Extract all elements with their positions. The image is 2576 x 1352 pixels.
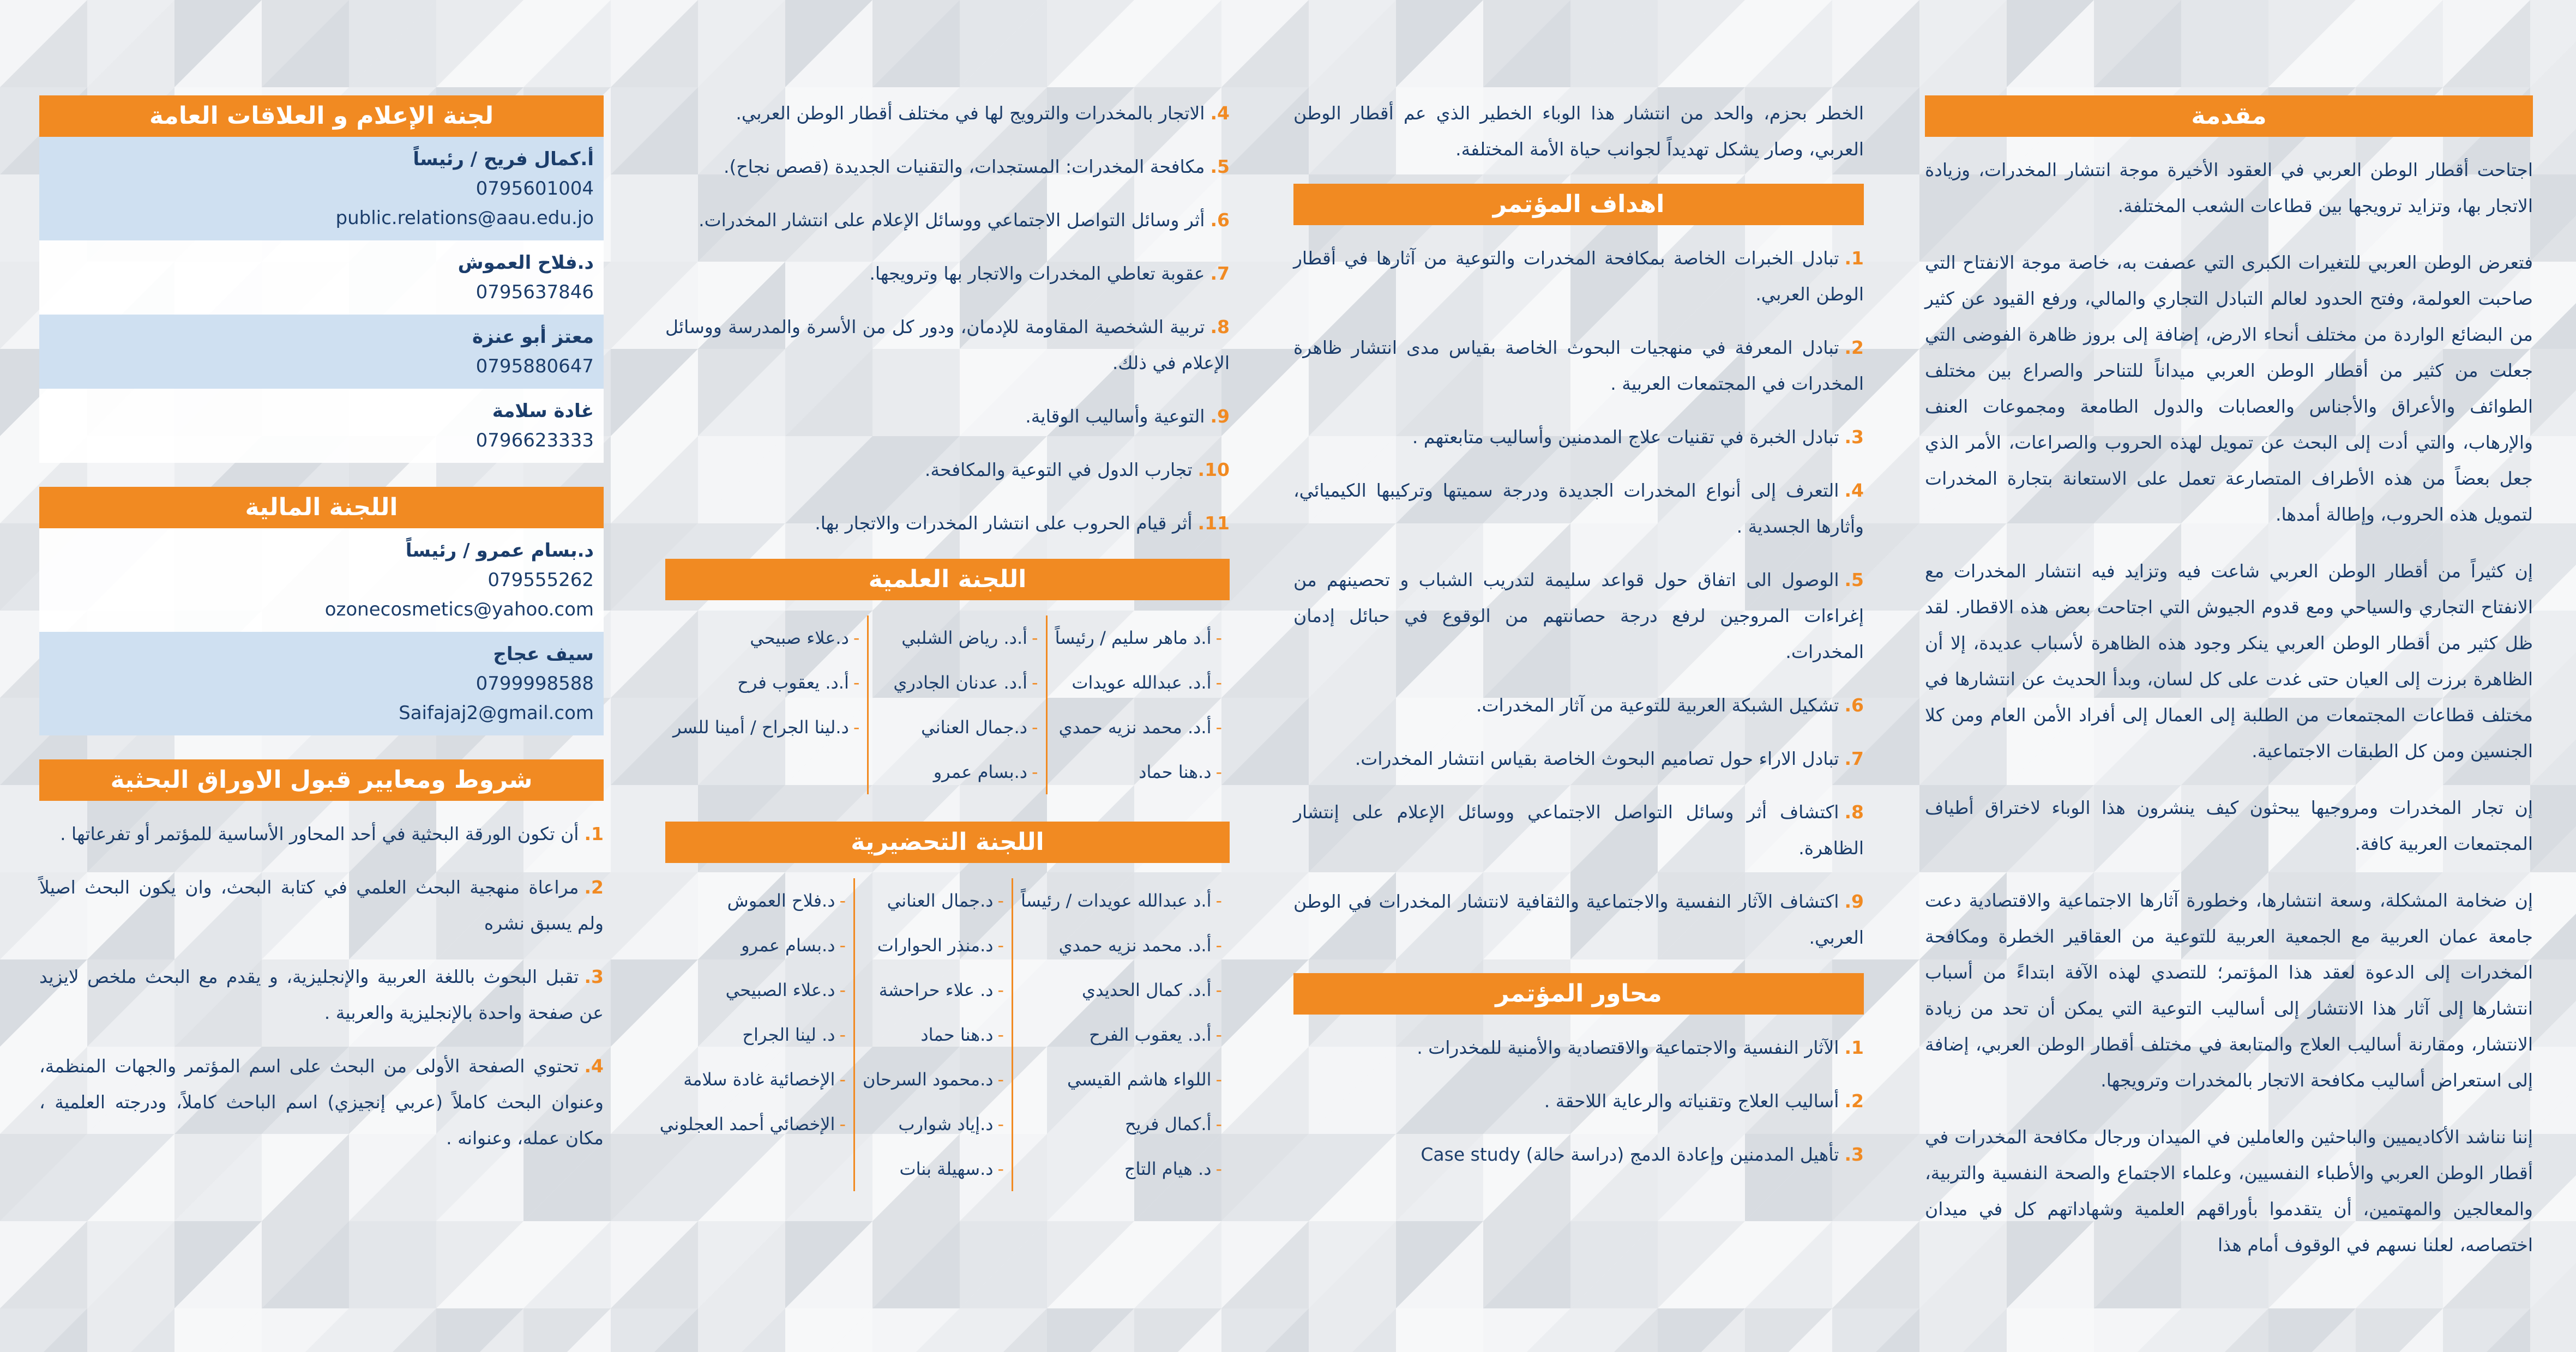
item-number: 2. [1844, 1090, 1864, 1112]
committee-member: -اللواء هاشم القيسي [1067, 1069, 1222, 1090]
bullet-dash: - [1032, 762, 1038, 782]
scientific-committee-members [665, 615, 1230, 794]
committee-member: -الإخصائي أحمد العجلوني [659, 1114, 846, 1134]
committee-member: -د.بسام عمرو [933, 762, 1038, 782]
bullet-dash: - [997, 1158, 1004, 1179]
committee-member: -د.هنا حماد [1139, 762, 1222, 782]
committee-member: -د. هيام التاج [1124, 1158, 1222, 1179]
bullet-dash: - [1215, 980, 1222, 1000]
bullet-dash: - [997, 890, 1004, 911]
objective-item [1293, 687, 1864, 723]
axis-item [665, 399, 1230, 434]
contact-name: سيف عجاج [493, 643, 594, 665]
item-number: 7. [1844, 748, 1864, 769]
bullet-dash: - [1215, 1114, 1222, 1134]
bullet-dash: - [997, 935, 1004, 956]
item-text: عقوبة تعاطي المخدرات والاتجار بها وترويجها. [869, 263, 1205, 284]
bullet-dash: - [997, 1024, 1004, 1045]
item-number: 8. [1844, 801, 1864, 823]
item-number: 1. [1844, 248, 1864, 269]
contact-email[interactable]: public.relations@aau.edu.jo [335, 207, 594, 229]
committee-member: -د.منذر الحوارات [877, 935, 1004, 956]
preparatory-committee-members [659, 878, 1230, 1191]
objective-item [1293, 419, 1864, 455]
objective-item [1293, 562, 1864, 670]
item-number: 10. [1197, 459, 1230, 480]
intro-paragraph: اجتاحت أقطار الوطن العربي في العقود الأخيرة موجة انتشار المخدرات، وزيادة الاتجار بها، وتزايد ترويجها بين قطاعات الشعب المختلفة. [1925, 159, 2533, 216]
bullet-dash: - [1215, 1069, 1222, 1090]
item-text: اكتشاف الآثار النفسية والاجتماعية والثقافية لانتشار المخدرات في الوطن العربي. [1293, 891, 1864, 948]
intro-paragraph: إن كثيراً من أقطار الوطن العربي شاعت فيه وتزايد فيه انتشار المخدرات مع الانفتاح التجاري والسياحي ومع قدوم الجيوش التي اجتاحت بعض هذه الاقطار. لقد ظل كثير من أقطار الوطن العربي ينكر وجود هذه الظاهرة لأسباب عديدة، إلا أن الظاهرة برزت إلى العيان حتى غدت على كل لسان، وبدأ الحديث عن انتشارها في مختلف قطاعات المجتمعات من الطلبة إلى العمال إلى أفراد الأمن العام ومن كلا الجنسين ومن كل الطبقات الاجتماعية. [1925, 560, 2533, 762]
contact-card [39, 389, 604, 463]
committee-member: -أ.د ماهر سليم / رئيساً [1055, 627, 1222, 648]
item-text: تبادل المعرفة في منهجيات البحوث الخاصة بقياس مدى انتشار ظاهرة المخدرات في المجتمعات العربية . [1293, 337, 1864, 394]
item-number: 5. [1844, 569, 1864, 590]
item-number: 4. [1210, 102, 1230, 124]
item-text: التعرف إلى أنواع المخدرات الجديدة ودرجة سميتها وتركيبها الكيميائي، وأثارها الجسدية . [1293, 480, 1864, 537]
intro-paragraph: فتعرض الوطن العربي للتغيرات الكبرى التي عصفت به، خاصة موجة الانفتاح التي صاحبت العولمة، وفتح الحدود لعالم التبادل التجاري والمالي، ورفع القيود عن كثير من البضائع الواردة من مختلف أنحاء الارض، إضافة إلى بروز ظاهرة الفوضى التي جعلت من كثير من أقطار الوطن العربي ميداناً للتناحر والصراع بين مختلف الطوائف والأعراق والأجناس والعصابات والدول الطامعة ومجموعات العنف والإرهاب، والتي أدت إلى البحث عن تمويل لهذه الحروب والصراعات، الأمر الذي جعل بعضاً من هذه الأطراف المتصارعة تعمل على الاستعانة بتجارة المخدرات لتمويل هذه الحروب، وإطالة أمدها. [1925, 252, 2533, 525]
contact-name: غادة سلامة [492, 400, 594, 422]
contact-phone[interactable]: 079555262 [487, 569, 594, 591]
contact-name: د.بسام عمرو / رئيساً [405, 540, 594, 562]
item-number: 1. [1844, 1037, 1864, 1058]
contact-name: د.فلاح العموش [458, 252, 594, 274]
contact-name: معتز أبو عنزة [472, 326, 594, 348]
bullet-dash: - [1215, 935, 1222, 956]
axis-item [1293, 1137, 1864, 1173]
committee-member: -أ.د. محمد نزيه حمدي [1058, 717, 1222, 738]
axes-continued-list [665, 95, 1230, 541]
committee-member: -أ.د. عبدالله عويدات [1072, 672, 1222, 693]
item-text: تربية الشخصية المقاومة للإدمان، ودور كل من الأسرة والمدرسة ووسائل الإعلام في ذلك. [665, 316, 1230, 373]
committee-member: -د.سهيلة بنات [899, 1158, 1004, 1179]
axis-item [665, 505, 1230, 541]
contact-card [39, 632, 604, 735]
intro-paragraph: إن تجار المخدرات ومروجيها يبحثون كيف ينشرون هذا الوباء لاختراق أطياف المجتمعات العربية كافة. [1925, 797, 2533, 854]
objective-item [1293, 741, 1864, 777]
bullet-dash: - [1032, 627, 1038, 648]
bullet-dash: - [1215, 672, 1222, 693]
committee-member: -د.محمود السرحان [862, 1069, 1004, 1090]
item-number: 9. [1210, 406, 1230, 427]
item-text: تبادل الاراء حول تصاميم البحوث الخاصة بقياس انتشار المخدرات. [1355, 748, 1839, 769]
axes-list [1293, 1030, 1864, 1173]
objectives-panel [1293, 95, 1864, 1190]
committee-member: -د.علاء الصبيحي [725, 980, 846, 1000]
axes-title: محاور المؤتمر [1293, 973, 1864, 1015]
committee-member: -أ.د. رياض الشلبي [901, 627, 1038, 648]
committee-member: -د.جمال العناني [887, 890, 1004, 911]
item-number: 9. [1844, 891, 1864, 912]
term-item [39, 870, 604, 941]
intro-panel [1925, 95, 2533, 1284]
bullet-dash: - [853, 627, 860, 648]
committee-member: -د. علاء حراحشة [878, 980, 1004, 1000]
item-text: أثر وسائل التواصل الاجتماعي ووسائل الإعلام على انتشار المخدرات. [699, 209, 1205, 231]
finance-committee-title: اللجنة المالية [39, 487, 604, 528]
bg-triangle [2530, 1308, 2576, 1352]
axis-item [665, 256, 1230, 292]
committee-member: -أ.د. محمد نزيه حمدي [1058, 935, 1222, 956]
objective-item [1293, 884, 1864, 956]
committee-column [869, 615, 1047, 794]
item-number: 4. [1844, 480, 1864, 501]
axis-item [1293, 1083, 1864, 1119]
preparatory-committee-title: اللجنة التحضيرية [665, 822, 1230, 863]
item-number: 3. [1844, 1144, 1864, 1165]
item-number: 6. [1210, 209, 1230, 231]
item-text: تبادل الخبرة في تقنيات علاج المدمنين وأساليب متابعتهم . [1412, 426, 1839, 448]
item-number: 2. [584, 877, 604, 898]
committee-column [652, 878, 855, 1191]
intro-paragraph: إننا نناشد الأكاديميين والباحثين والعاملين في الميدان ورجال مكافحة المخدرات في أقطار الوطن العربي والأطباء النفسيين، وعلماء الاجتماع والصحة النفسية والتربية، والمعالجين والمهتمين، أن يتقدموا بأوراقهم العلمية وشهاداتهم كل في ميدان اختصاصه، لعلنا نسهم في الوقوف أمام هذا [1925, 1126, 2533, 1256]
item-text: اكتشاف أثر وسائل التواصل الاجتماعي ووسائل الإعلام على إنتشار الظاهرة. [1293, 801, 1864, 859]
bullet-dash: - [839, 1069, 846, 1090]
committee-column [1013, 878, 1230, 1191]
contact-phone[interactable]: 0795880647 [476, 355, 594, 377]
item-number: 1. [584, 823, 604, 844]
committee-member: -أ.د. كمال الحديدي [1082, 980, 1222, 1000]
term-item [39, 1048, 604, 1156]
bullet-dash: - [853, 672, 860, 693]
axis-item [665, 202, 1230, 238]
bullet-dash: - [1215, 1024, 1222, 1045]
contact-phone[interactable]: 0795601004 [476, 178, 594, 200]
item-text: تشكيل الشبكة العربية للتوعية من آثار المخدرات. [1476, 695, 1839, 716]
axis-item [665, 452, 1230, 488]
item-number: 4. [584, 1055, 604, 1077]
objective-item [1293, 473, 1864, 545]
bullet-dash: - [1032, 672, 1038, 693]
bullet-dash: - [997, 980, 1004, 1000]
scientific-committee-title: اللجنة العلمية [665, 559, 1230, 600]
axis-item [1293, 1030, 1864, 1066]
contact-card [39, 528, 604, 632]
intro-continuation: الخطر بحزم، والحد من انتشار هذا الوباء الخطير الذي عم أقطار الوطن العربي، وصار يشكل تهديداً لجوانب حياة الأمة المختلفة. [1293, 102, 1864, 160]
item-text: أثر قيام الحروب على انتشار المخدرات والاتجار بها. [815, 512, 1193, 534]
committees-panel [659, 95, 1230, 1218]
item-number: 11. [1197, 512, 1230, 534]
committee-member: -د.علاء صبيحي [750, 627, 860, 648]
committee-member: -د.لينا الجراح / أمينا للسر [673, 717, 860, 738]
intro-paragraph: إن ضخامة المشكلة، وسعة انتشارها، وخطورة آثارها الاجتماعية والاقتصادية دعت جامعة عمان العربية مع الجمعية العربية للتوعية من العقاقير الخطرة ومكافحة المخدرات إلى الدعوة لعقد هذا المؤتمر؛ للتصدي لهذه الآفة ابتداءً من أسباب انتشارها إلى آثار هذا الانتشار إلى أساليب التوعية التي يمكن أن تحد من زيادة الانتشار، ومقارنة أساليب العلاج والمتابعة في مختلف أقطار الوطن العربي، إضافة إلى استعراض أساليب مكافحة الاتجار بالمخدرات وترويجها. [1925, 890, 2533, 1091]
contacts-panel [39, 95, 604, 1174]
axis-item [665, 149, 1230, 185]
item-text: مراعاة منهجية البحث العلمي في كتابة البحث، وان يكون البحث اصيلاً ولم يسبق نشره [39, 877, 604, 934]
committee-column [855, 878, 1013, 1191]
committee-member: -د.إياد شوارب [898, 1114, 1004, 1134]
objective-item [1293, 794, 1864, 866]
bullet-dash: - [997, 1114, 1004, 1134]
item-text: أساليب العلاج وتقنياته والرعاية اللاحقة . [1544, 1090, 1839, 1112]
committee-member: -د.بسام عمرو [741, 935, 846, 956]
item-text: أن تكون الورقة البحثية في أحد المحاور الأساسية للمؤتمر أو تفرعاتها . [60, 823, 579, 844]
bullet-dash: - [1215, 627, 1222, 648]
axis-item [665, 309, 1230, 381]
objectives-title: اهداف المؤتمر [1293, 184, 1864, 225]
bullet-dash: - [1215, 717, 1222, 738]
item-text: مكافحة المخدرات: المستجدات، والتقنيات الجديدة (قصص نجاح). [724, 156, 1205, 177]
item-text: الاتجار بالمخدرات والترويج لها في مختلف أقطار الوطن العربي. [736, 102, 1205, 124]
committee-member: -د. لينا الجراح [742, 1024, 846, 1045]
axis-item [665, 95, 1230, 131]
objective-item [1293, 330, 1864, 402]
bullet-dash: - [1215, 890, 1222, 911]
item-text: الآثار النفسية والاجتماعية والاقتصادية والأمنية للمخدرات . [1417, 1037, 1839, 1058]
committee-member: -د.جمال العناني [921, 717, 1038, 738]
item-text: تأهيل المدمنين وإعادة الدمج (دراسة حالة) Case study [1421, 1144, 1839, 1165]
media-committee-title: لجنة الإعلام و العلاقات العامة [39, 95, 604, 137]
paper-terms-list [39, 816, 604, 1156]
contact-card [39, 240, 604, 315]
item-text: تحتوي الصفحة الأولى من البحث على اسم المؤتمر والجهات المنظمة، وعنوان البحث كاملاً (عربي إنجيزي) اسم الباحث كاملاً، ودرجته العلمية ، مكان عمله، وعنوانه . [39, 1055, 604, 1149]
contact-phone[interactable]: 0799998588 [476, 673, 594, 695]
item-number: 5. [1210, 156, 1230, 177]
bullet-dash: - [839, 980, 846, 1000]
item-number: 3. [1844, 426, 1864, 448]
contact-phone[interactable]: 0796623333 [476, 430, 594, 451]
intro-title: مقدمة [1925, 95, 2533, 137]
item-text: تجارب الدول في التوعية والمكافحة. [924, 459, 1193, 480]
committee-member: -أ.د. يعقوب الفرح [1089, 1024, 1222, 1045]
bullet-dash: - [997, 1069, 1004, 1090]
bullet-dash: - [839, 935, 846, 956]
bullet-dash: - [839, 1114, 846, 1134]
bullet-dash: - [839, 1024, 846, 1045]
contact-card [39, 315, 604, 389]
item-number: 7. [1210, 263, 1230, 284]
contact-email[interactable]: ozonecosmetics@yahoo.com [324, 599, 594, 620]
committee-member: -أ.د عبدالله عويدات / رئيساً [1021, 890, 1222, 911]
item-number: 3. [584, 966, 604, 987]
objective-item [1293, 240, 1864, 312]
bullet-dash: - [839, 890, 846, 911]
bullet-dash: - [1215, 1158, 1222, 1179]
committee-member: -الإخصائية غادة سلامة [683, 1069, 846, 1090]
contact-phone[interactable]: 0795637846 [476, 281, 594, 303]
objectives-list [1293, 240, 1864, 956]
item-text: تبادل الخبرات الخاصة بمكافحة المخدرات والتوعية من آثارها في أقطار الوطن العربي. [1293, 248, 1864, 305]
committee-member: -د.هنا حماد [920, 1024, 1004, 1045]
item-text: الوصول الى اتفاق حول قواعد سليمة لتدريب الشباب و تحصينهم من إغراءات المروجين لرفع درجة حصانتهم من الوقوع في حبائل إدمان المخدرات. [1293, 569, 1864, 662]
bullet-dash: - [853, 717, 860, 738]
item-text: التوعية وأساليب الوقاية. [1025, 406, 1205, 427]
item-text: تقبل البحوث باللغة العربية والإنجليزية، و يقدم مع البحث ملخص لايزيد عن صفحة واحدة بالإنجليزية والعربية . [39, 966, 604, 1023]
bullet-dash: - [1032, 717, 1038, 738]
bullet-dash: - [1215, 762, 1222, 782]
contact-card [39, 137, 604, 240]
committee-column [665, 615, 869, 794]
committee-member: -أ.د. يعقوب فرح [737, 672, 860, 693]
committee-member: -أ.كمال فريح [1124, 1114, 1222, 1134]
committee-column [1048, 615, 1230, 794]
item-number: 6. [1844, 695, 1864, 716]
item-number: 2. [1844, 337, 1864, 358]
term-item [39, 816, 604, 852]
committee-member: -أ.د. عدنان الجادري [893, 672, 1038, 693]
paper-terms-title: شروط ومعايير قبول الاوراق البحثية [39, 759, 604, 801]
contact-email[interactable]: Saifajaj2@gmail.com [399, 702, 594, 724]
term-item [39, 959, 604, 1031]
item-number: 8. [1210, 316, 1230, 337]
committee-member: -د.فلاح العموش [727, 890, 846, 911]
contact-name: أ.كمال فريح / رئيساً [413, 148, 594, 170]
